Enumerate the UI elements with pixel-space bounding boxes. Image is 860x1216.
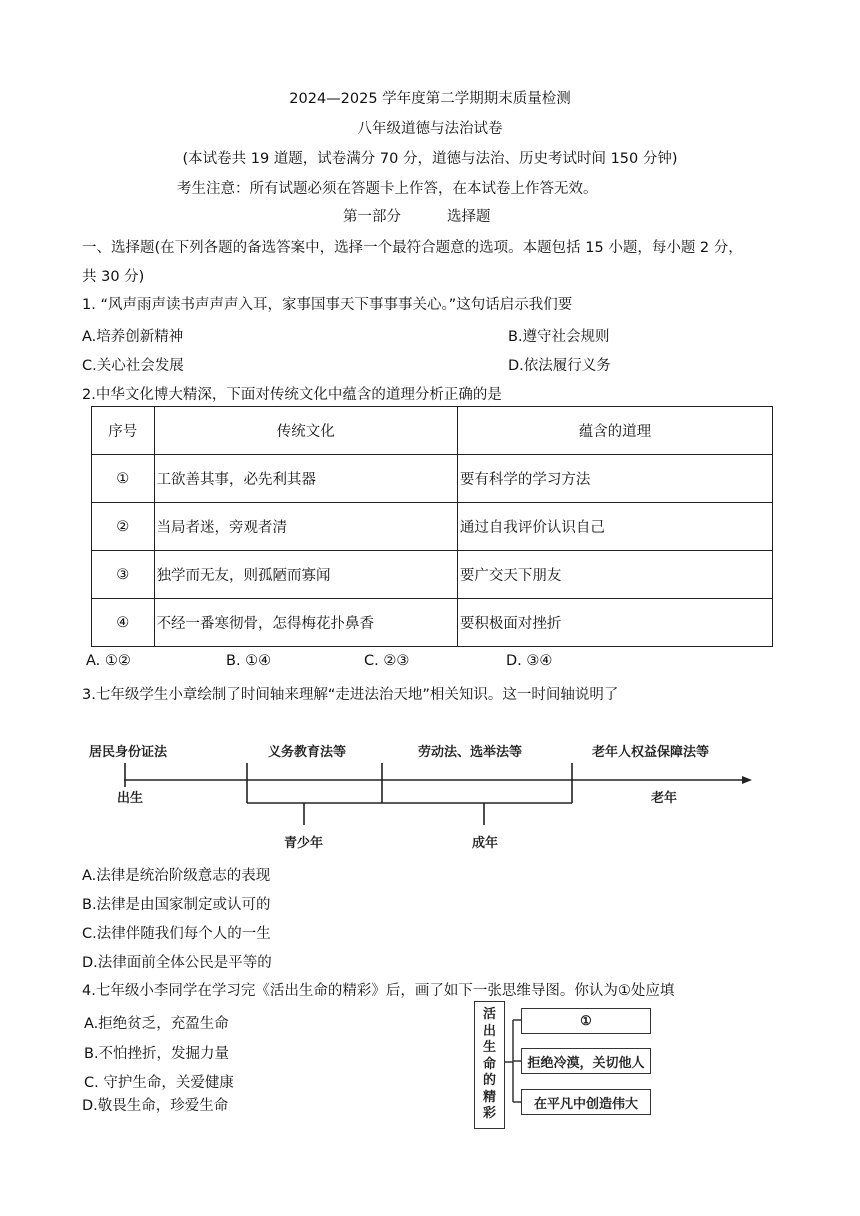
q4-stem: 4.七年级小李同学在学习完《活出生命的精彩》后，画了如下一张思维导图。你认为①处应填 [82,983,675,999]
row-culture: 当局者迷，旁观者清 [154,503,457,551]
section-heading-line1: 一、选择题(在下列各题的备选答案中，选择一个最符合题意的选项。本题包括 15 小题，每小题 2 分， [82,240,743,256]
q2-option-c: C. ②③ [364,653,410,669]
exam-info: (本试卷共 19 道题，试卷满分 70 分，道德与法治、历史考试时间 150 分钟) [182,151,678,167]
q2-option-d: D. ③④ [506,653,553,669]
timeline-stage-elderly: 老年 [651,791,678,806]
row-number: ① [92,455,155,503]
q4-option-a: A.拒绝贫乏，充盈生命 [84,1016,229,1032]
section-heading-line2: 共 30 分) [82,269,145,285]
q3-option-b: B.法律是由国家制定或认可的 [82,897,271,913]
exam-notice: 考生注意：所有试题必须在答题卡上作答，在本试卷上作答无效。 [177,181,598,197]
row-culture: 不经一番寒彻骨，怎得梅花扑鼻香 [154,599,457,647]
subject-title: 八年级道德与法治试卷 [357,121,503,137]
table-row [92,599,773,647]
table-row [92,455,773,503]
timeline-law-labor: 劳动法、选举法等 [418,745,523,760]
table-header-culture: 传统文化 [154,407,457,455]
mindmap-root-char: 彩 [482,1106,496,1122]
table-header-meaning: 蕴含的道理 [457,407,772,455]
q3-option-d: D.法律面前全体公民是平等的 [82,955,272,971]
mindmap-branch-greatness: 在平凡中创造伟大 [521,1089,651,1115]
q1-stem: 1. “风声雨声读书声声声入耳，家事国事天下事事事关心。”这句话启示我们要 [82,297,573,313]
mindmap-branch-blank: ① [521,1008,651,1034]
row-meaning: 要广交天下朋友 [457,551,772,599]
row-culture: 独学而无友，则孤陋而寡闻 [154,551,457,599]
row-culture: 工欲善其事，必先利其器 [154,455,457,503]
q2-table [91,406,773,647]
timeline-stage-adult: 成年 [472,836,499,851]
timeline-law-education: 义务教育法等 [268,745,347,760]
row-number: ③ [92,551,155,599]
q1-option-d: D.依法履行义务 [508,358,611,374]
table-header-row [92,407,773,455]
timeline-law-elderly: 老年人权益保障法等 [592,745,710,760]
mindmap-root-char: 生 [482,1040,496,1056]
q4-option-b: B.不怕挫折，发掘力量 [84,1046,230,1062]
row-number: ④ [92,599,155,647]
mindmap-root-char: 活 [482,1007,496,1023]
row-meaning: 要有科学的学习方法 [457,455,772,503]
mindmap-root-char: 精 [482,1089,496,1105]
row-number: ② [92,503,155,551]
row-meaning: 通过自我评价认识自己 [457,503,772,551]
q4-option-d: D.敬畏生命，珍爱生命 [82,1098,229,1114]
mindmap-root-char: 的 [482,1073,496,1089]
q3-option-c: C.法律伴随我们每个人的一生 [82,926,271,942]
q3-stem: 3.七年级学生小章绘制了时间轴来理解“走进法治天地”相关知识。这一时间轴说明了 [82,687,619,703]
timeline-stage-birth: 出生 [117,791,144,806]
table-row [92,503,773,551]
mindmap-branch-care-others: 拒绝冷漠，关切他人 [521,1048,651,1074]
q1-option-a: A.培养创新精神 [82,329,184,345]
q1-option-b: B.遵守社会规则 [508,329,610,345]
part-title: 第一部分 [343,209,401,225]
mindmap-root [474,1001,505,1129]
q3-option-a: A.法律是统治阶级意志的表现 [82,868,271,884]
exam-title: 2024—2025 学年度第二学期期末质量检测 [289,91,571,107]
q1-option-c: C.关心社会发展 [82,358,184,374]
part-subtitle: 选择题 [447,209,491,225]
q4-option-c: C. 守护生命，关爱健康 [84,1075,234,1091]
table-header-number: 序号 [92,407,155,455]
timeline-law-idcard: 居民身份证法 [89,745,168,760]
mindmap-root-char: 出 [482,1023,496,1039]
q2-stem: 2.中华文化博大精深，下面对传统文化中蕴含的道理分析正确的是 [82,387,502,403]
timeline-stage-youth: 青少年 [284,836,324,851]
q2-option-b: B. ①④ [226,653,272,669]
table-row [92,551,773,599]
row-meaning: 要积极面对挫折 [457,599,772,647]
mindmap-root-char: 命 [482,1056,496,1072]
q2-option-a: A. ①② [86,653,131,669]
